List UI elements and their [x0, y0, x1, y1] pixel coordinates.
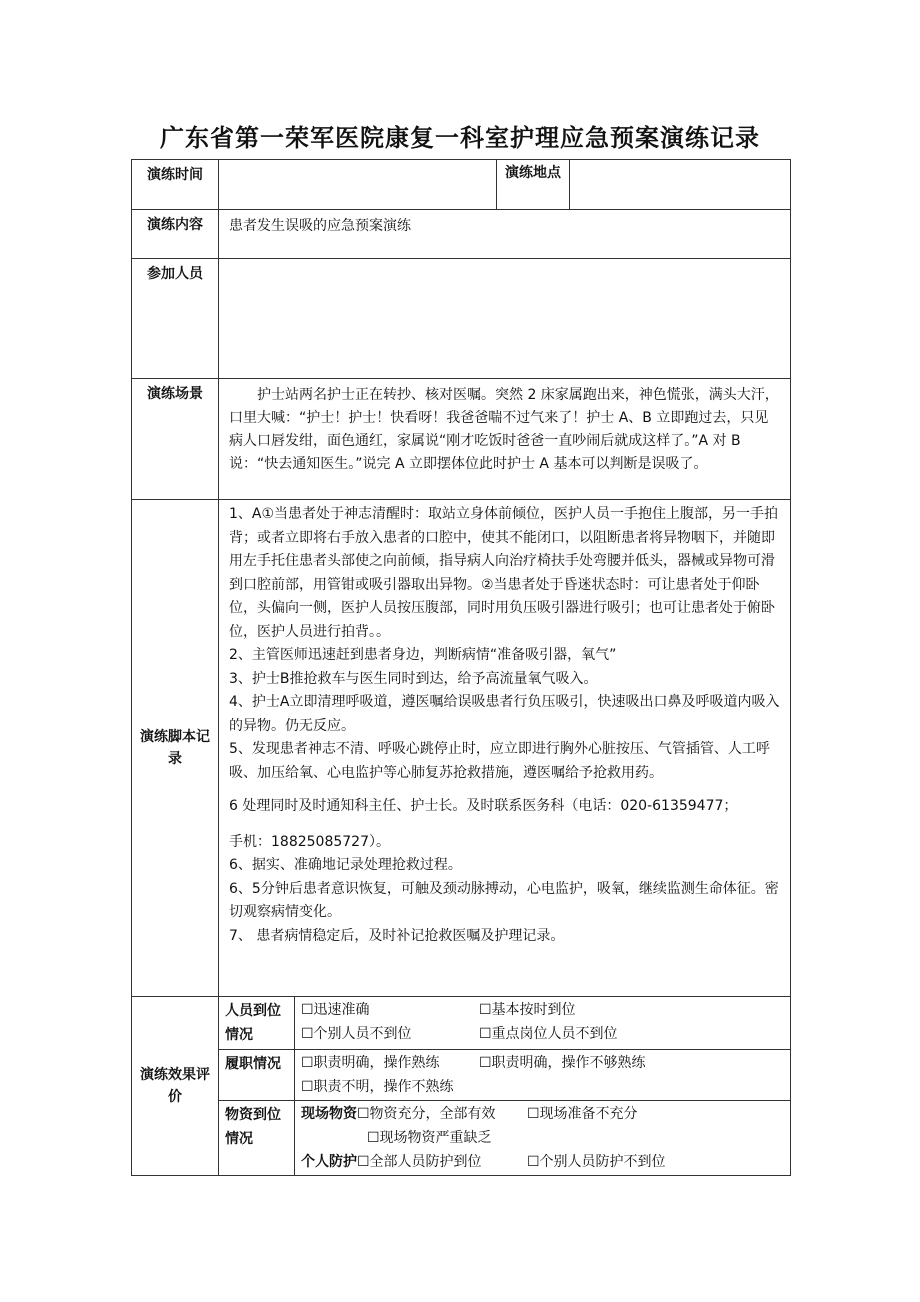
drill-time-field[interactable] — [219, 160, 497, 210]
scene-label: 演练场景 — [132, 379, 219, 500]
checkbox-option[interactable]: ☐全部人员防护到位 — [357, 1154, 482, 1170]
script-step: 7、 患者病情稳定后，及时补记抢救医嘱及护理记录。 — [229, 927, 565, 944]
checkbox-option[interactable]: ☐个别人员不到位 — [301, 1026, 412, 1042]
staff-arrival-options — [295, 997, 791, 1050]
supply-arrival-label: 物资到位情况 — [219, 1101, 295, 1176]
script-step: 2、主管医师迅速赶到患者身边，判断病情“准备吸引器，氧气” — [229, 647, 617, 663]
participants-label: 参加人员 — [132, 259, 219, 379]
checkbox-option[interactable]: ☐物资充分，全部有效 — [357, 1106, 496, 1122]
scene-text: 护士站两名护士正在转抄、核对医嘱。突然 2 床家属跑出来，神色慌张，满头大汗，口里大喊：“护士！护士！快看呀！我爸爸喘不过气来了！护士 A、B 立即跑过去，只见病人口唇发绀，面色通红，家属说“刚才吃饭时爸爸一直吵闹后就成这样了。”A 对 B 说：“快去通知医生。”说完 A 立即摆体位此时护士 A 基本可以判断是误吸了。 — [229, 387, 779, 472]
checkbox-option[interactable]: ☐现场物资严重缺乏 — [367, 1130, 492, 1146]
script-step: 4、护士A立即清理呼吸道，遵医嘱给误吸患者行负压吸引，快速吸出口鼻及呼吸道内吸入的异物。仍无反应。 — [229, 694, 780, 734]
checkbox-option[interactable]: ☐现场准备不充分 — [527, 1106, 638, 1122]
document-title: 广东省第一荣军医院康复一科室护理应急预案演练记录 — [160, 123, 760, 152]
checkbox-option[interactable]: ☐基本按时到位 — [479, 1002, 576, 1018]
drill-time-label: 演练时间 — [132, 160, 219, 210]
checkbox-option[interactable]: ☐职责不明，操作不熟练 — [301, 1079, 454, 1095]
scene-cell — [219, 379, 791, 500]
script-step: 5、发现患者神志不清、呼吸心跳停止时，应立即进行胸外心脏按压、气管插管、人工呼吸、加压给氧、心电监护等心肺复苏抢救措施，遵医嘱给予抢救用药。 — [229, 741, 770, 781]
drill-content-label: 演练内容 — [132, 210, 219, 259]
participants-field[interactable] — [219, 259, 791, 379]
checkbox-option[interactable]: ☐职责明确，操作熟练 — [301, 1055, 440, 1071]
script-step: 3、护士B推抢救车与医生同时到达，给予高流量氧气吸入。 — [229, 670, 598, 687]
script-step: 6、5分钟后患者意识恢复，可触及颈动脉搏动，心电监护，吸氧，继续监测生命体征。密切观察病情变化。 — [229, 880, 779, 920]
script-step: 1、A①当患者处于神志清醒时：取站立身体前倾位，医护人员一手抱住上腹部，另一手拍背；或者立即将右手放入患者的口腔中，使其不能闭口，以阻断患者将异物咽下，并随即用左手托住患者头部使之向前倾，指导病人向治疗椅扶手处弯腰并低头，器械或异物可滑到口腔前部，用管钳或吸引器取出异物。②当患者处于昏迷状态时：可让患者处于仰卧位，头偏向一侧，医护人员按压腹部，同时用负压吸引器进行吸引；也可让患者处于俯卧位，医护人员进行拍背。。 — [229, 506, 779, 640]
supply-options — [295, 1101, 791, 1176]
script-cell — [219, 500, 791, 997]
drill-record-table — [131, 159, 791, 1176]
checkbox-option[interactable]: ☐迅速准确 — [301, 1002, 370, 1018]
staff-arrival-label: 人员到位情况 — [219, 997, 295, 1050]
checkbox-option[interactable]: ☐职责明确，操作不够熟练 — [479, 1055, 646, 1071]
evaluation-label: 演练效果评价 — [132, 997, 219, 1176]
script-step: 手机：18825085727）。 — [229, 833, 390, 850]
drill-place-field[interactable] — [570, 160, 791, 210]
drill-content-field[interactable]: 患者发生误吸的应急预案演练 — [219, 210, 791, 259]
script-step: 6 处理同时及时通知科主任、护士长。及时联系医务科（电话：020-61359477； — [229, 798, 738, 814]
drill-place-label: 演练地点 — [497, 160, 570, 210]
personal-protection-label: 个人防护 — [301, 1154, 357, 1170]
checkbox-option[interactable]: ☐个别人员防护不到位 — [527, 1154, 666, 1170]
site-supply-label: 现场物资 — [301, 1106, 357, 1122]
checkbox-option[interactable]: ☐重点岗位人员不到位 — [479, 1026, 618, 1042]
duty-options — [295, 1050, 791, 1101]
script-step: 6、据实、准确地记录处理抢救过程。 — [229, 857, 462, 873]
script-label: 演练脚本记录 — [132, 500, 219, 997]
duty-label: 履职情况 — [219, 1050, 295, 1101]
